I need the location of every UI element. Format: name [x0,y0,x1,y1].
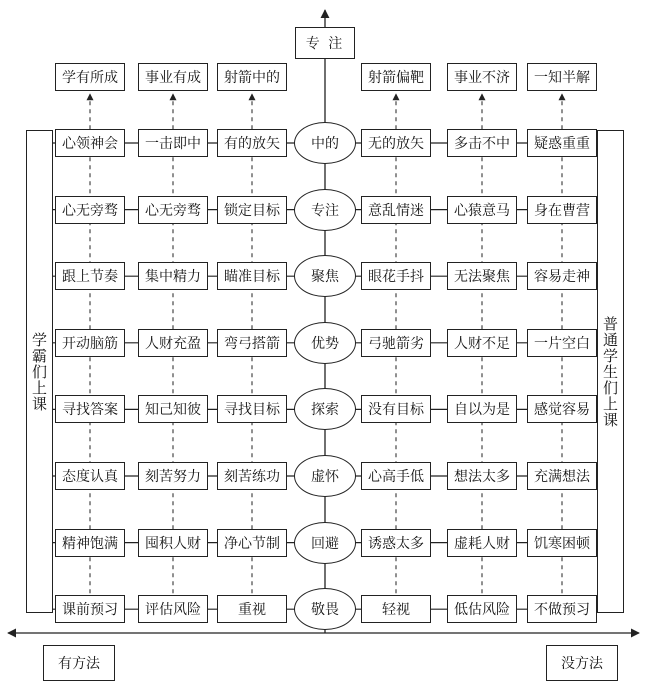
row-2-center: 聚焦 [311,269,339,286]
row-0-left-0: 心领神会 [62,136,118,152]
row-5-left-0-box [55,462,125,490]
row-1-left-2: 锁定目标 [224,202,280,219]
row-3-center-box [294,322,356,364]
row-6-right-2: 饥寒困顿 [534,535,590,552]
left-side-label-box [26,130,53,613]
row-0-left-2: 有的放矢 [224,136,280,152]
goal-right-0: 射箭偏靶 [368,70,424,86]
row-1-right-2-box [527,196,597,224]
row-2-right-2-box [527,262,597,290]
row-2-right-1-box [447,262,517,290]
row-6-left-1: 囤积人财 [145,535,201,552]
row-2-right-0: 眼花手抖 [368,269,424,286]
row-4-left-0: 寻找答案 [62,402,118,419]
row-5-right-2-box [527,462,597,490]
row-0-center: 中的 [311,136,339,152]
goal-right-0-box [361,63,431,91]
row-1-center: 专注 [311,202,339,219]
goal-left-2-box [217,63,287,91]
row-0-right-1-box [447,129,517,157]
row-1-left-0-box [55,196,125,224]
row-3-left-1-box [138,329,208,357]
row-0-right-1: 多击不中 [454,136,510,152]
row-3-left-2: 弯弓搭箭 [224,335,280,352]
row-7-left-2-box [217,595,287,623]
row-3-right-1-box [447,329,517,357]
axis-right-label: 没方法 [561,656,603,672]
row-1-center-box [294,189,356,231]
row-6-left-0: 精神饱满 [62,535,118,552]
row-2-center-box [294,255,356,297]
row-1-right-2: 身在曹营 [534,202,590,219]
row-0-center-box [294,122,356,164]
row-7-left-0-box [55,595,125,623]
row-4-left-1-box [138,395,208,423]
row-4-right-1: 自以为是 [454,402,510,419]
row-7-center-box [294,588,356,630]
axis-right-label-box [546,645,618,681]
row-1-right-1-box [447,196,517,224]
row-7-right-2-box [527,595,597,623]
row-0-right-2: 疑惑重重 [534,136,590,152]
row-5-right-0-box [361,462,431,490]
row-0-left-1-box [138,129,208,157]
goal-right-2: 一知半解 [534,70,590,86]
row-7-right-0: 轻视 [382,602,410,619]
goal-right-1-box [447,63,517,91]
row-0-right-2-box [527,129,597,157]
goal-left-1-box [138,63,208,91]
row-4-center: 探索 [311,402,339,419]
row-0-right-0-box [361,129,431,157]
row-7-left-0: 课前预习 [62,602,118,619]
row-4-right-2: 感觉容易 [534,402,590,419]
row-7-right-0-box [361,595,431,623]
row-7-left-2: 重视 [238,602,266,619]
row-5-right-1: 想法太多 [454,469,510,485]
row-0-left-2-box [217,129,287,157]
row-5-center: 虚怀 [311,469,339,485]
top-label: 专 注 [305,36,345,52]
row-4-left-2: 寻找目标 [224,402,280,419]
row-3-right-2-box [527,329,597,357]
row-1-right-0: 意乱情迷 [368,202,424,219]
top-label-box [295,27,355,59]
row-2-left-2-box [217,262,287,290]
row-7-right-2: 不做预习 [534,602,590,619]
row-7-left-1-box [138,595,208,623]
row-2-left-1: 集中精力 [145,269,201,286]
row-2-left-0-box [55,262,125,290]
row-2-left-1-box [138,262,208,290]
row-5-left-1-box [138,462,208,490]
row-1-right-0-box [361,196,431,224]
row-6-center-box [294,522,356,564]
row-0-left-0-box [55,129,125,157]
goal-left-2: 射箭中的 [224,70,280,86]
row-5-center-box [294,455,356,497]
row-2-right-1: 无法聚焦 [454,269,510,286]
row-6-left-2-box [217,529,287,557]
row-7-right-1-box [447,595,517,623]
left-side-label: 学霸们上课 [30,331,48,412]
right-side-label-box [597,130,624,613]
row-1-left-0: 心无旁骛 [62,202,118,219]
row-3-center: 优势 [311,335,339,352]
row-0-left-1: 一击即中 [145,136,201,152]
row-6-left-1-box [138,529,208,557]
row-5-left-0: 态度认真 [62,469,118,485]
row-5-right-1-box [447,462,517,490]
row-3-left-2-box [217,329,287,357]
goal-left-0-box [55,63,125,91]
row-3-right-0-box [361,329,431,357]
row-0-right-0: 无的放矢 [368,136,424,152]
row-4-right-2-box [527,395,597,423]
row-6-center: 回避 [311,535,339,552]
goal-left-1: 事业有成 [145,70,201,86]
row-5-right-0: 心高手低 [368,469,424,485]
goal-left-0: 学有所成 [62,70,118,86]
row-1-left-1-box [138,196,208,224]
row-5-left-2-box [217,462,287,490]
row-5-right-2: 充满想法 [534,469,590,485]
row-6-right-1-box [447,529,517,557]
row-3-left-1: 人财充盈 [145,335,201,352]
axis-left-label: 有方法 [58,656,100,672]
row-7-right-1: 低估风险 [454,602,510,619]
row-5-left-1: 刻苦努力 [145,469,201,485]
axis-left-label-box [43,645,115,681]
row-6-left-2: 净心节制 [224,535,280,552]
right-side-label: 普通学生们上课 [601,315,619,428]
row-7-center: 敬畏 [311,602,339,619]
row-2-left-0: 跟上节奏 [62,269,118,286]
row-3-right-1: 人财不足 [454,335,510,352]
row-7-left-1: 评估风险 [145,602,201,619]
row-4-right-0: 没有目标 [368,402,424,419]
row-1-right-1: 心猿意马 [454,202,510,219]
row-6-left-0-box [55,529,125,557]
row-2-left-2: 瞄准目标 [224,269,280,286]
row-3-right-0: 弓驰箭劣 [368,335,424,352]
row-4-left-0-box [55,395,125,423]
goal-right-2-box [527,63,597,91]
row-5-left-2: 刻苦练功 [224,469,280,485]
row-4-left-1: 知己知彼 [145,402,201,419]
goal-right-1: 事业不济 [454,70,510,86]
row-3-left-0-box [55,329,125,357]
row-6-right-1: 虚耗人财 [454,535,510,552]
row-1-left-1: 心无旁骛 [145,202,201,219]
row-2-right-2: 容易走神 [534,269,590,286]
row-4-left-2-box [217,395,287,423]
row-3-left-0: 开动脑筋 [62,335,118,352]
row-4-right-1-box [447,395,517,423]
row-2-right-0-box [361,262,431,290]
row-3-right-2: 一片空白 [534,335,590,352]
row-6-right-0: 诱惑太多 [368,535,424,552]
row-6-right-0-box [361,529,431,557]
row-6-right-2-box [527,529,597,557]
row-1-left-2-box [217,196,287,224]
row-4-right-0-box [361,395,431,423]
